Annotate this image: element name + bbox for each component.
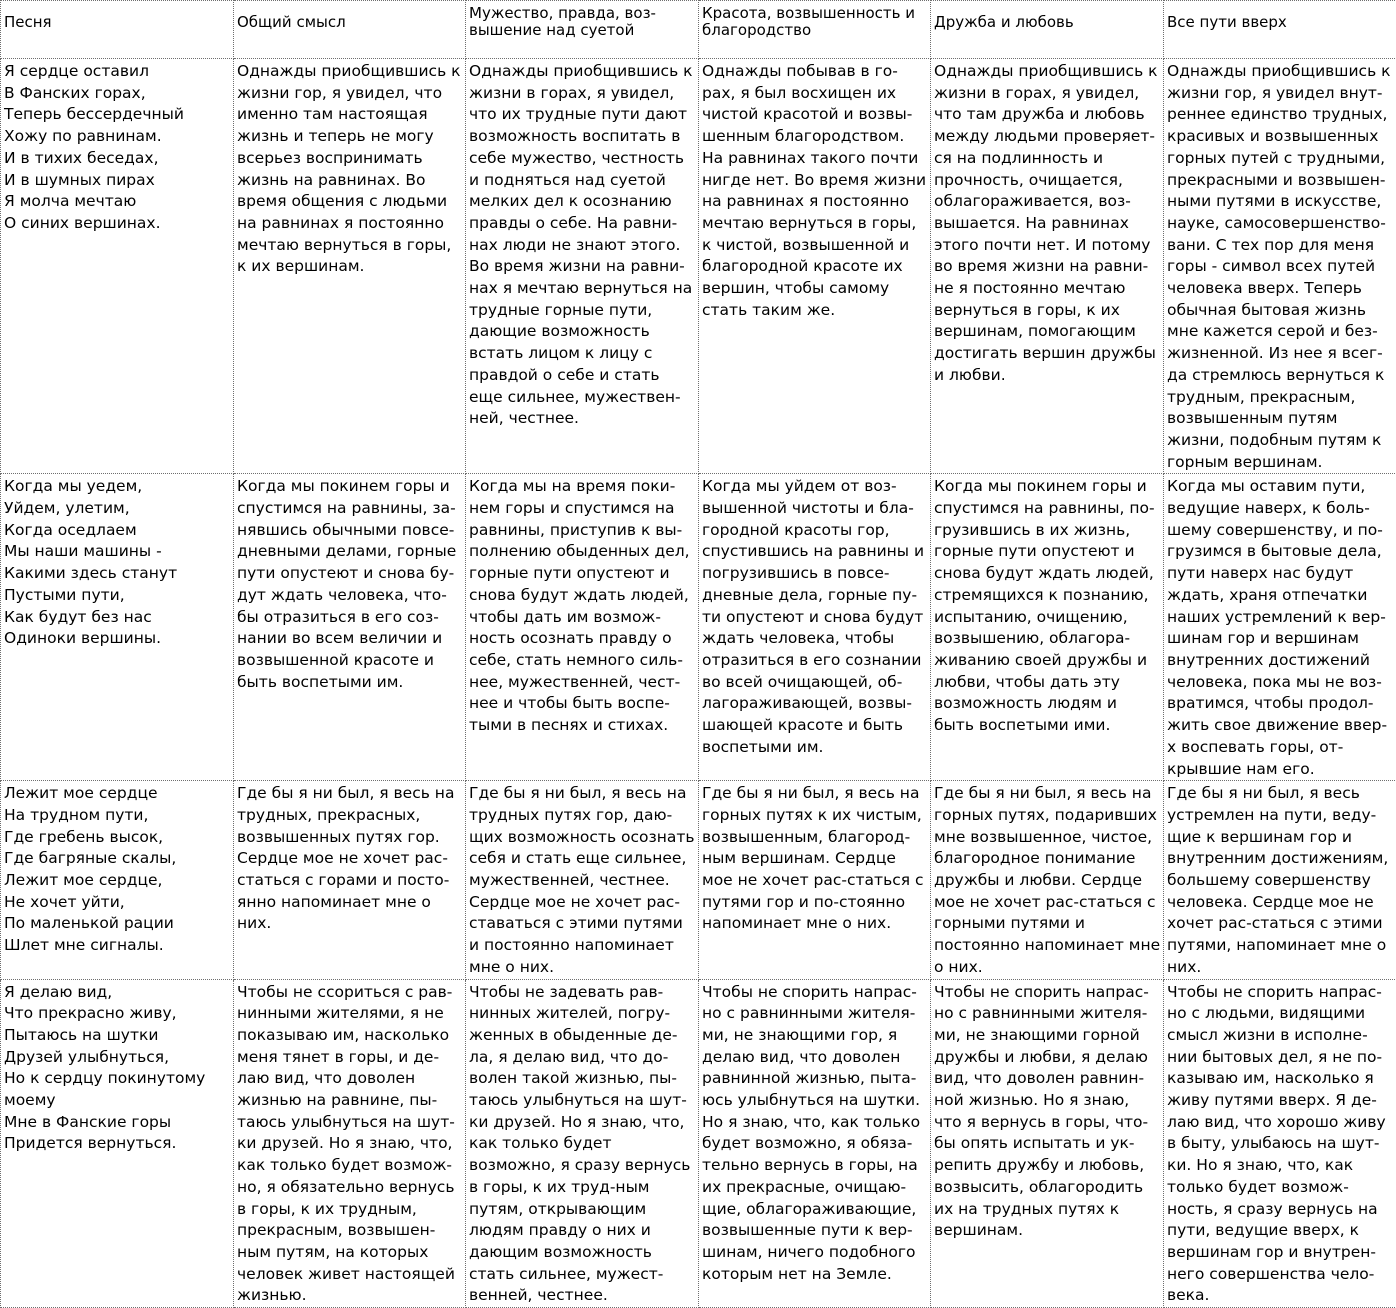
beauty-cell: Однажды побывав в го-рах, я был восхищен их чистой красотой и возвы-шенным благородством. На равнинах такого почти нигде нет. Во время жизни на равнинах я постоянно мечтаю вернуться в горы, к чистой, возвышенной и благородной красоте их вершин, чтобы самому стать таким же. [699,59,931,474]
courage-cell: Чтобы не задевать рав-нинных жителей, погру-женных в обыденные де-ла, я делаю вид, что до-волен такой жизнью, пы-таюсь улыбнуться на шут-ки друзей. Но я знаю, что, как только будет возможно, я сразу вернусь в горы, к их труд-ным путям, открывающим людям правду о них и дающим возможность стать сильнее, мужест-венней, честнее. [466,979,699,1308]
courage-cell: Где бы я ни был, я весь на трудных путях гор, даю-щих возможность осознать себя и стать еще сильнее, мужественней, честнее. Сердце мое не хочет рас-ставаться с этими путями и постоянно напоминает мне о них. [466,781,699,979]
table-row [1,979,1396,1308]
general-meaning-cell: Однажды приобщившись к жизни гор, я увидел, что именно там настоящая жизнь и теперь не могу всерьез воспринимать жизнь на равнинах. Во время общения с людьми на равнинах я постоянно мечтаю вернуться в горы, к их вершинам. [234,59,466,474]
header-general-meaning: Общий смысл [234,1,466,59]
table-row [1,781,1396,979]
header-all-paths-up: Все пути вверх [1164,1,1396,59]
courage-cell: Однажды приобщившись к жизни в горах, я увидел, что их трудные пути дают возможность воспитать в себе мужество, честность и подняться над суетой мелких дел к осознанию правды о себе. На равни-нах люди не знают этого. Во время жизни на равни-нах я мечтаю вернуться на трудные горные пути, дающие возможность встать лицом к лицу с правдой о себе и стать еще сильнее, мужествен-ней, честнее. [466,59,699,474]
header-song: Песня [1,1,234,59]
table-row [1,474,1396,781]
beauty-cell: Чтобы не спорить напрас-но с равнинными жителя-ми, не знающими гор, я делаю вид, что доволен равнинной жизнью, пыта-юсь улыбнуться на шутки. Но я знаю, что, как только будет возможно, я обяза-тельно вернусь в горы, на их прекрасные, очищаю-щие, облагораживающие, возвышенные пути к вер-шинам, ничего подобного которым нет на Земле. [699,979,931,1308]
header-row [1,1,1396,59]
friendship-cell: Чтобы не спорить напрас-но с равнинными жителя-ми, не знающими горной дружбы и любви, я делаю вид, что доволен равнин-ной жизнью. Но я знаю, что я вернусь в горы, что-бы опять испытать и ук-репить дружбу и любовь, возвысить, облагородить их на трудных путях к вершинам. [931,979,1164,1308]
table-row [1,59,1396,474]
beauty-cell: Когда мы уйдем от воз-вышенной чистоты и бла-городной красоты гор, спустившись на равнины и погрузившись в повсе-дневные дела, горные пу-ти опустеют и снова будут ждать человека, чтобы отразиться в его сознании во всей очищающей, об-лагораживающей, возвы-шающей красоте и быть воспетыми им. [699,474,931,781]
song-verse-cell: Я делаю вид, Что прекрасно живу, Пытаюсь на шутки Друзей улыбнуться, Но к сердцу покинутому моему Мне в Фанские горы Придется вернуться. [1,979,234,1308]
song-verse-cell: Когда мы уедем, Уйдем, улетим, Когда оседлаем Мы наши машины - Какими здесь станут Пустыми пути, Как будут без нас Одиноки вершины. [1,474,234,781]
paths-up-cell: Где бы я ни был, я весь устремлен на пути, веду-щие к вершинам гор и внутренним достижениям, большему совершенству человека. Сердце мое не хочет рас-статься с этими путями, напоминает мне о них. [1164,781,1396,979]
paths-up-cell: Когда мы оставим пути, ведущие наверх, к боль-шему совершенству, и по-грузимся в бытовые дела, пути наверх нас будут ждать, храня отпечатки наших устремлений к вер-шинам гор и вершинам внутренних достижений человека, пока мы не воз-вратимся, чтобы продол-жить свое движение ввер-х воспевать горы, от-крывшие нам его. [1164,474,1396,781]
header-friendship-love: Дружба и любовь [931,1,1164,59]
header-courage-truth: Мужество, правда, воз-вышение над суетой [466,1,699,59]
general-meaning-cell: Чтобы не ссориться с рав-нинными жителями, я не показываю им, насколько меня тянет в горы, и де-лаю вид, что доволен жизнью на равнине, пы-таюсь улыбнуться на шут-ки друзей. Но я знаю, что, как только будет возмож-но, я обязательно вернусь в горы, к их трудным, прекрасным, возвышен-ным путям, на которых человек живет настоящей жизнью. [234,979,466,1308]
friendship-cell: Где бы я ни был, я весь на горных путях, подаривших мне возвышенное, чистое, благородное понимание дружбы и любви. Сердце мое не хочет рас-статься с горными путями и постоянно напоминает мне о них. [931,781,1164,979]
beauty-cell: Где бы я ни был, я весь на горных путях к их чистым, возвышенным, благород-ным вершинам. Сердце мое не хочет рас-статься с путями гор и по-стоянно напоминает мне о них. [699,781,931,979]
friendship-cell: Когда мы покинем горы и спустимся на равнины, по-грузившись в их жизнь, горные пути опустеют и снова будут ждать людей, стремящихся к познанию, испытанию, очищению, возвышению, облагора-живанию своей дружбы и любви, чтобы дать эту возможность людям и быть воспетыми ими. [931,474,1164,781]
paths-up-cell: Однажды приобщившись к жизни гор, я увидел внут-реннее единство трудных, красивых и возвышенных горных путей с трудными, прекрасными и возвышен-ными путями в искусстве, науке, самосовершенство-вани. С тех пор для меня горы - символ всех путей человека вверх. Теперь обычная бытовая жизнь мне кажется серой и без-жизненной. Из нее я всег-да стремлюсь вернуться к трудным, прекрасным, возвышенным путям жизни, подобным путям к горным вершинам. [1164,59,1396,474]
song-verse-cell: Лежит мое сердце На трудном пути, Где гребень высок, Где багряные скалы, Лежит мое сердце, Не хочет уйти, По маленькой рации Шлет мне сигналы. [1,781,234,979]
general-meaning-cell: Где бы я ни был, я весь на трудных, прекрасных, возвышенных путях гор. Сердце мое не хочет рас-статься с горами и посто-янно напоминает мне о них. [234,781,466,979]
friendship-cell: Однажды приобщившись к жизни в горах, я увидел, что там дружба и любовь между людьми проверяет-ся на подлинность и прочность, очищается, облагораживается, воз-вышается. На равнинах этого почти нет. И потому во время жизни на равни-не я постоянно мечтаю вернуться в горы, к их вершинам, помогающим достигать вершин дружбы и любви. [931,59,1164,474]
paths-up-cell: Чтобы не спорить напрас-но с людьми, видящими смысл жизни в исполне-нии бытовых дел, я не по-казываю им, насколько я живу путями вверх. Я де-лаю вид, что хорошо живу в быту, улыбаюсь на шут-ки. Но я знаю, что, как только будет возмож-ность, я сразу вернусь на пути, ведущие вверх, к вершинам гор и внутрен-него совершенства чело-века. [1164,979,1396,1308]
general-meaning-cell: Когда мы покинем горы и спустимся на равнины, за-нявшись обычными повсе-дневными делами, горные пути опустеют и снова бу-дут ждать человека, что-бы отразиться в его соз-нании во всем величии и возвышенной красоте и быть воспетыми им. [234,474,466,781]
song-verse-cell: Я сердце оставил В Фанских горах, Теперь бессердечный Хожу по равнинам. И в тихих беседах, И в шумных пирах Я молча мечтаю О синих вершинах. [1,59,234,474]
header-beauty-nobility: Красота, возвышенность и благородство [699,1,931,59]
courage-cell: Когда мы на время поки-нем горы и спустимся на равнины, приступив к вы-полнению обыденных дел, горные пути опустеют и снова будут ждать людей, чтобы дать им возмож-ность осознать правду о себе, стать немного силь-нее, мужественней, чест-нее и чтобы быть воспе-тыми в песнях и стихах. [466,474,699,781]
